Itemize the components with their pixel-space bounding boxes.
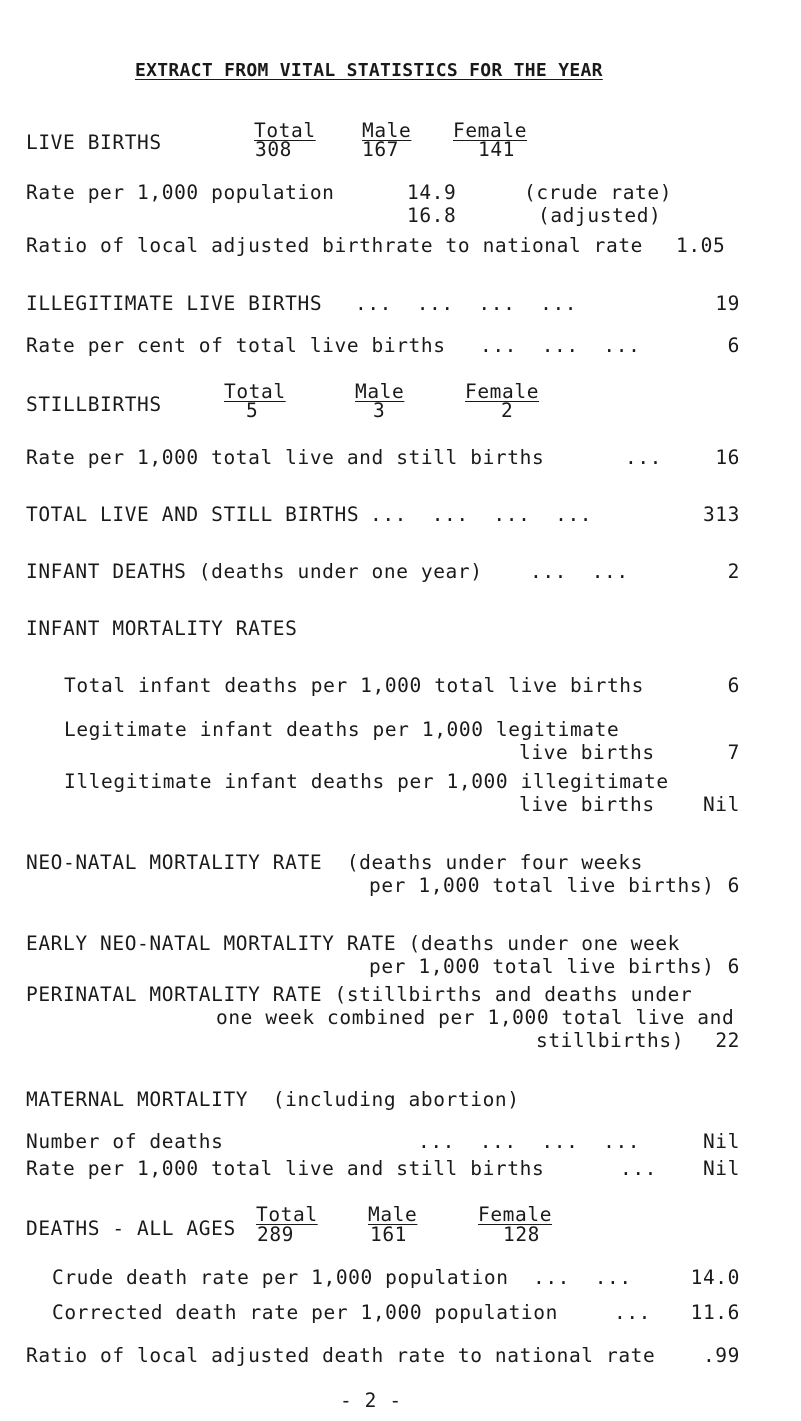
birth-rate-label: Rate per 1,000 population [26,181,335,204]
total-live-still-dots: ... ... ... ... [370,503,593,526]
perinatal-line3: stillbirths) [536,1029,685,1052]
corrected-death-rate-dots: ... [614,1301,652,1324]
illegitimate-rate-label: Rate per cent of total live births [26,334,446,357]
live-births-male: 167 [362,138,400,161]
birthrate-ratio: 1.05 [676,234,726,257]
crude-death-rate: 14.0 [690,1266,740,1289]
crude-death-rate-dots: ... ... [533,1266,632,1289]
stillbirths-total-label: Total [224,380,286,403]
deaths-total: 289 [257,1223,295,1246]
perinatal-value: 22 [715,1029,740,1052]
stillbirths-heading: STILLBIRTHS [26,393,162,416]
illegitimate-rate: 6 [727,334,740,357]
live-births-total-label: Total [254,119,316,142]
maternal-deaths-dots: ... ... ... ... [418,1130,641,1153]
deaths-heading: DEATHS - ALL AGES [26,1217,236,1240]
illegitimate-heading: ILLEGITIMATE LIVE BIRTHS [26,292,323,315]
total-infant-deaths-label: Total infant deaths per 1,000 total live births [64,674,644,697]
total-live-still-value: 313 [702,503,740,526]
total-live-still-heading: TOTAL LIVE AND STILL BIRTHS [26,503,360,526]
corrected-death-rate-label: Corrected death rate per 1,000 population [52,1301,558,1324]
legitimate-label-1: Legitimate infant deaths per 1,000 legitimate [64,718,620,741]
illegitimate-rate-dots: ... ... ... [480,334,641,357]
stillbirth-rate: 16 [715,446,740,469]
live-births-total: 308 [255,138,293,161]
legitimate-value: 7 [727,741,740,764]
maternal-rate-label: Rate per 1,000 total live and still births [26,1157,545,1180]
stillbirth-rate-dots: ... [625,446,663,469]
stillbirth-rate-label: Rate per 1,000 total live and still births [26,446,545,469]
adjusted-rate-label: (adjusted) [538,204,662,227]
infant-mortality-heading: INFANT MORTALITY RATES [26,617,298,640]
neo-natal-line1: NEO-NATAL MORTALITY RATE (deaths under four weeks [26,851,643,874]
perinatal-line2: one week combined per 1,000 total live and [216,1006,735,1029]
live-births-male-label: Male [362,119,412,142]
stillbirths-total: 5 [246,399,259,422]
deaths-female: 128 [503,1223,541,1246]
crude-death-rate-label: Crude death rate per 1,000 population [52,1266,509,1289]
stillbirths-female-label: Female [465,380,540,403]
maternal-rate-dots: ... [620,1157,658,1180]
deaths-male: 161 [370,1223,408,1246]
crude-rate-label: (crude rate) [524,181,673,204]
death-ratio-label: Ratio of local adjusted death rate to national rate [26,1344,656,1367]
live-births-female: 141 [478,138,516,161]
infant-deaths-dots: ... ... [530,560,629,583]
illegitimate-dots: ... ... ... ... [355,292,578,315]
crude-birth-rate: 14.9 [407,181,457,204]
illegitimate-infant-value: Nil [702,793,740,816]
legitimate-label-2: live births [519,741,655,764]
stillbirths-male-label: Male [355,380,405,403]
adjusted-birth-rate: 16.8 [407,204,457,227]
deaths-female-label: Female [478,1203,553,1226]
neo-natal-line2: per 1,000 total live births) [369,874,715,897]
deaths-male-label: Male [368,1203,418,1226]
early-neo-natal-line2: per 1,000 total live births) [369,955,715,978]
illegitimate-label-1: Illegitimate infant deaths per 1,000 illegitimate [64,770,669,793]
total-infant-deaths-value: 6 [727,674,740,697]
live-births-heading: LIVE BIRTHS [26,131,162,154]
maternal-deaths-value: Nil [702,1130,740,1153]
early-neo-natal-line1: EARLY NEO-NATAL MORTALITY RATE (deaths under one week [26,932,681,955]
infant-deaths-heading: INFANT DEATHS (deaths under one year) [26,560,483,583]
neo-natal-value: 6 [727,874,740,897]
stillbirths-female: 2 [501,399,514,422]
infant-deaths-value: 2 [727,560,740,583]
death-ratio: .99 [702,1344,740,1367]
illegitimate-value: 19 [715,292,740,315]
deaths-total-label: Total [256,1203,318,1226]
stillbirths-male: 3 [373,399,386,422]
early-neo-natal-value: 6 [727,955,740,978]
live-births-female-label: Female [453,119,528,142]
illegitimate-label-2: live births [519,793,655,816]
corrected-death-rate: 11.6 [690,1301,740,1324]
maternal-rate-value: Nil [702,1157,740,1180]
page-number: - 2 - [340,1389,402,1412]
maternal-deaths-label: Number of deaths [26,1130,224,1153]
page-title: EXTRACT FROM VITAL STATISTICS FOR THE YEAR [135,60,603,81]
maternal-heading: MATERNAL MORTALITY (including abortion) [26,1088,520,1111]
birthrate-ratio-label: Ratio of local adjusted birthrate to national rate [26,234,643,257]
perinatal-line1: PERINATAL MORTALITY RATE (stillbirths and deaths under [26,983,693,1006]
